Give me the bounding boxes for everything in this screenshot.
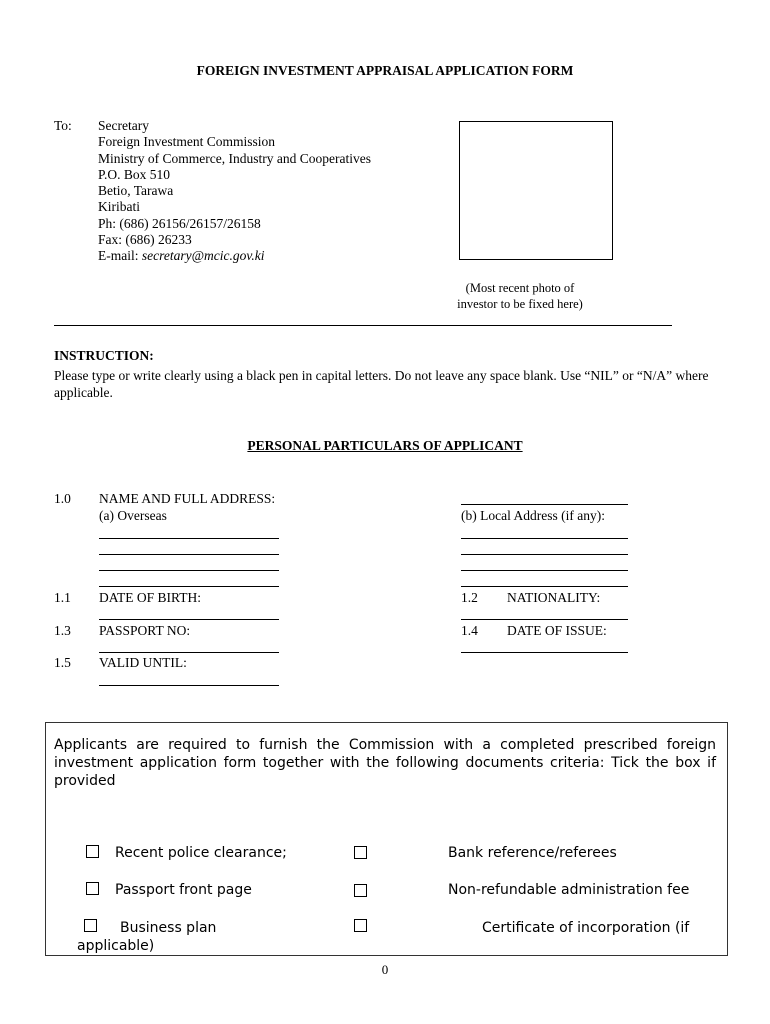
question-number: 1.5 (54, 655, 71, 670)
question-number: 1.3 (54, 623, 71, 638)
date-of-issue-label: DATE OF ISSUE: (507, 623, 607, 638)
address-line: Betio, Tarawa (98, 183, 174, 199)
photo-caption-line: (Most recent photo of (465, 281, 575, 295)
section-title (0, 438, 770, 454)
recipient-address (98, 118, 371, 265)
question-number: 1.4 (461, 623, 478, 638)
local-address-line[interactable] (461, 554, 628, 555)
nationality-label: NATIONALITY: (507, 590, 601, 605)
instruction-heading: INSTRUCTION: (54, 348, 154, 363)
passport-no-line[interactable] (99, 652, 279, 653)
bank-reference-checkbox[interactable] (354, 846, 367, 859)
question-number: 1.2 (461, 590, 478, 605)
certificate-incorporation-label: Certificate of incorporation (if (482, 920, 690, 936)
administration-fee-label: Non-refundable administration fee (448, 882, 690, 898)
certificate-incorporation-label-cont: applicable) (77, 938, 155, 954)
overseas-address-line[interactable] (99, 538, 279, 539)
administration-fee-checkbox[interactable] (354, 884, 367, 897)
question-number: 1.1 (54, 590, 71, 605)
form-title: FOREIGN INVESTMENT APPRAISAL APPLICATION FORM (196, 63, 574, 78)
business-plan-label: Business plan (120, 920, 217, 936)
local-address-line[interactable] (461, 504, 628, 505)
to-label: To: (54, 118, 72, 133)
local-address-line[interactable] (461, 586, 628, 587)
photo-caption (430, 280, 610, 312)
business-plan-checkbox[interactable] (84, 919, 97, 932)
valid-until-label: VALID UNTIL: (99, 655, 187, 670)
email-label: E-mail: (98, 248, 142, 264)
bank-reference-label: Bank reference/referees (448, 845, 617, 861)
local-address-label: (b) Local Address (if any): (461, 508, 605, 523)
photo-box[interactable] (459, 121, 613, 260)
page-number: 0 (381, 962, 389, 977)
overseas-address-line[interactable] (99, 570, 279, 571)
passport-front-checkbox[interactable] (86, 882, 99, 895)
overseas-address-line[interactable] (99, 586, 279, 587)
passport-front-label: Passport front page (115, 882, 252, 898)
police-clearance-label: Recent police clearance; (115, 845, 287, 861)
address-line: Kiribati (98, 199, 140, 215)
passport-no-label: PASSPORT NO: (99, 623, 191, 638)
valid-until-line[interactable] (99, 685, 279, 686)
instruction-text: Please type or write clearly using a black pen in capital letters. Do not leave any space blank. Use “NIL” or “N/A” where applicable. (54, 368, 709, 400)
phone-line: Ph: (686) 26156/26157/26158 (98, 215, 261, 231)
local-address-line[interactable] (461, 570, 628, 571)
email-line (98, 248, 371, 264)
local-address-line[interactable] (461, 538, 628, 539)
date-of-birth-label: DATE OF BIRTH: (99, 590, 201, 605)
overseas-address-line[interactable] (99, 554, 279, 555)
address-line: Foreign Investment Commission (98, 134, 275, 150)
date-of-issue-line[interactable] (461, 652, 628, 653)
address-line: Secretary (98, 118, 149, 133)
date-of-birth-line[interactable] (99, 619, 279, 620)
photo-caption-line: investor to be fixed here) (457, 297, 583, 311)
address-line: Ministry of Commerce, Industry and Cooperatives (98, 150, 371, 166)
email-address: secretary@mcic.gov.ki (141, 248, 265, 264)
documents-intro: Applicants are required to furnish the Commission with a completed prescribed foreign investment application form together with the following documents criteria: Tick the box if provided (54, 737, 716, 789)
nationality-line[interactable] (461, 619, 628, 620)
address-line: P.O. Box 510 (98, 166, 171, 182)
fax-line: Fax: (686) 26233 (98, 232, 192, 248)
certificate-incorporation-checkbox[interactable] (354, 919, 367, 932)
divider (54, 325, 672, 326)
police-clearance-checkbox[interactable] (86, 845, 99, 858)
section-title-text: PERSONAL PARTICULARS OF APPLICANT (247, 438, 523, 453)
overseas-label: (a) Overseas (99, 508, 167, 523)
question-number: 1.0 (54, 491, 71, 506)
name-address-label: NAME AND FULL ADDRESS: (99, 491, 276, 506)
